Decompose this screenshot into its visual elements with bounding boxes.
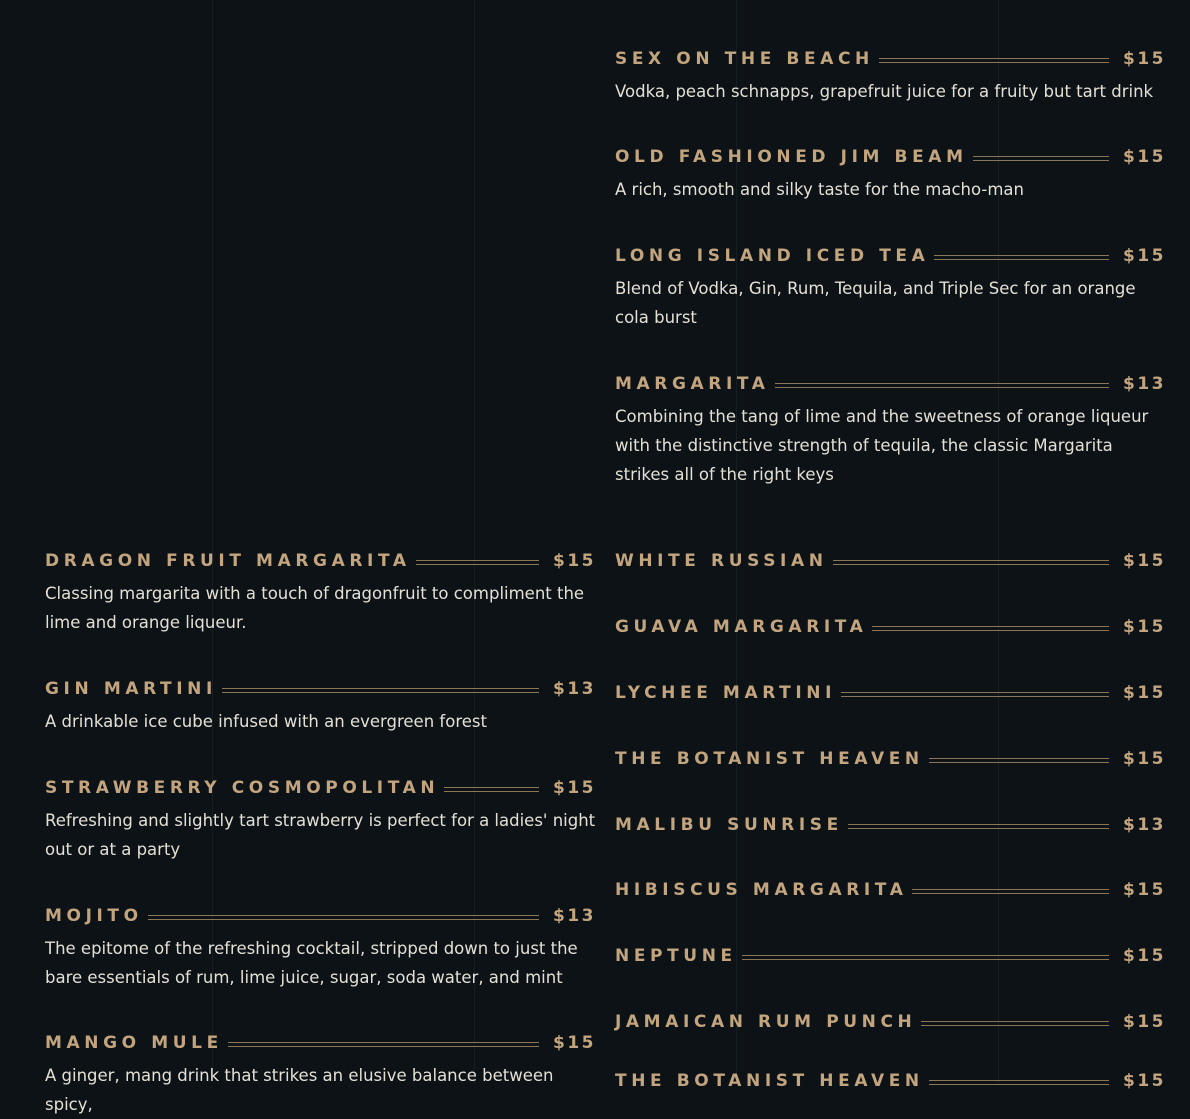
item-price: $15 bbox=[1123, 147, 1166, 167]
leader-line bbox=[934, 255, 1109, 260]
item-price: $13 bbox=[553, 679, 596, 699]
item-name: MARGARITA bbox=[615, 374, 770, 394]
item-description: Classing margarita with a touch of dragonfruit to compliment the lime and orange liqueur. bbox=[45, 584, 585, 632]
item-name: OLD FASHIONED JIM BEAM bbox=[615, 147, 968, 167]
item-name: GIN MARTINI bbox=[45, 679, 217, 699]
item-price: $15 bbox=[1123, 880, 1166, 900]
item-price: $15 bbox=[553, 778, 596, 798]
menu-item bbox=[45, 676, 596, 736]
menu-item bbox=[615, 144, 1166, 204]
menu-item bbox=[615, 812, 1166, 838]
item-price: $13 bbox=[1123, 374, 1166, 394]
leader-line bbox=[872, 626, 1109, 631]
menu-item bbox=[615, 371, 1166, 489]
menu-item bbox=[615, 243, 1166, 332]
menu-item bbox=[615, 1068, 1166, 1094]
item-price: $15 bbox=[1123, 683, 1166, 703]
leader-line bbox=[841, 692, 1109, 697]
item-price: $15 bbox=[1123, 1012, 1166, 1032]
item-name: MOJITO bbox=[45, 906, 143, 926]
item-name: LONG ISLAND ICED TEA bbox=[615, 246, 930, 266]
item-name: SEX ON THE BEACH bbox=[615, 49, 874, 69]
item-description: Combining the tang of lime and the sweetness of orange liqueur with the distinctive strength of tequila, the classic Margarita strikes all of the right keys bbox=[615, 407, 1149, 484]
item-description: Vodka, peach schnapps, grapefruit juice for a fruity but tart drink bbox=[615, 82, 1154, 101]
item-price: $15 bbox=[1123, 749, 1166, 769]
item-name: STRAWBERRY COSMOPOLITAN bbox=[45, 778, 440, 798]
item-name: JAMAICAN RUM PUNCH bbox=[615, 1012, 917, 1032]
leader-line bbox=[833, 560, 1109, 565]
item-price: $15 bbox=[553, 551, 596, 571]
menu-item bbox=[615, 943, 1166, 969]
menu-item bbox=[615, 877, 1166, 903]
menu-item bbox=[615, 680, 1166, 706]
item-price: $13 bbox=[1123, 815, 1166, 835]
item-name: MALIBU SUNRISE bbox=[615, 815, 843, 835]
leader-line bbox=[416, 560, 539, 565]
leader-line bbox=[912, 889, 1109, 894]
item-price: $15 bbox=[1123, 946, 1166, 966]
leader-line bbox=[879, 58, 1109, 63]
menu-item bbox=[615, 746, 1166, 772]
item-price: $15 bbox=[1123, 617, 1166, 637]
item-name: MANGO MULE bbox=[45, 1033, 223, 1053]
leader-line bbox=[929, 758, 1109, 763]
item-price: $15 bbox=[1123, 1071, 1166, 1091]
menu-item bbox=[615, 548, 1166, 574]
menu-item bbox=[45, 903, 596, 992]
item-name: THE BOTANIST HEAVEN bbox=[615, 749, 924, 769]
item-name: HIBISCUS MARGARITA bbox=[615, 880, 908, 900]
leader-line bbox=[921, 1021, 1109, 1026]
item-description: A drinkable ice cube infused with an evergreen forest bbox=[45, 712, 487, 731]
menu-item bbox=[45, 775, 596, 864]
item-name: DRAGON FRUIT MARGARITA bbox=[45, 551, 411, 571]
leader-line bbox=[742, 955, 1109, 960]
item-price: $15 bbox=[1123, 49, 1166, 69]
menu-item bbox=[615, 1009, 1166, 1035]
menu-item bbox=[615, 614, 1166, 640]
leader-line bbox=[973, 156, 1109, 161]
item-price: $13 bbox=[553, 906, 596, 926]
menu-item bbox=[45, 1030, 596, 1119]
leader-line bbox=[222, 688, 539, 693]
item-price: $15 bbox=[1123, 246, 1166, 266]
item-name: WHITE RUSSIAN bbox=[615, 551, 828, 571]
item-price: $15 bbox=[1123, 551, 1166, 571]
leader-line bbox=[929, 1080, 1109, 1085]
leader-line bbox=[228, 1042, 539, 1047]
item-description: The epitome of the refreshing cocktail, stripped down to just the bare essentials of rum, lime juice, sugar, soda water, and mint bbox=[45, 939, 578, 987]
item-name: THE BOTANIST HEAVEN bbox=[615, 1071, 924, 1091]
menu-item bbox=[45, 548, 596, 637]
leader-line bbox=[148, 915, 539, 920]
leader-line bbox=[444, 787, 539, 792]
menu-column-left bbox=[45, 0, 596, 1114]
leader-line bbox=[775, 383, 1109, 388]
item-description: Blend of Vodka, Gin, Rum, Tequila, and Triple Sec for an orange cola burst bbox=[615, 279, 1136, 327]
leader-line bbox=[848, 824, 1109, 829]
item-price: $15 bbox=[553, 1033, 596, 1053]
menu-column-right bbox=[615, 0, 1166, 1091]
item-description: A rich, smooth and silky taste for the macho-man bbox=[615, 180, 1024, 199]
item-name: NEPTUNE bbox=[615, 946, 737, 966]
menu-item bbox=[615, 46, 1166, 106]
item-name: LYCHEE MARTINI bbox=[615, 683, 837, 703]
item-description: Refreshing and slightly tart strawberry is perfect for a ladies' night out or at a party bbox=[45, 811, 596, 859]
item-name: GUAVA MARGARITA bbox=[615, 617, 868, 637]
item-description: A ginger, mang drink that strikes an elusive balance between spicy, bbox=[45, 1066, 554, 1114]
